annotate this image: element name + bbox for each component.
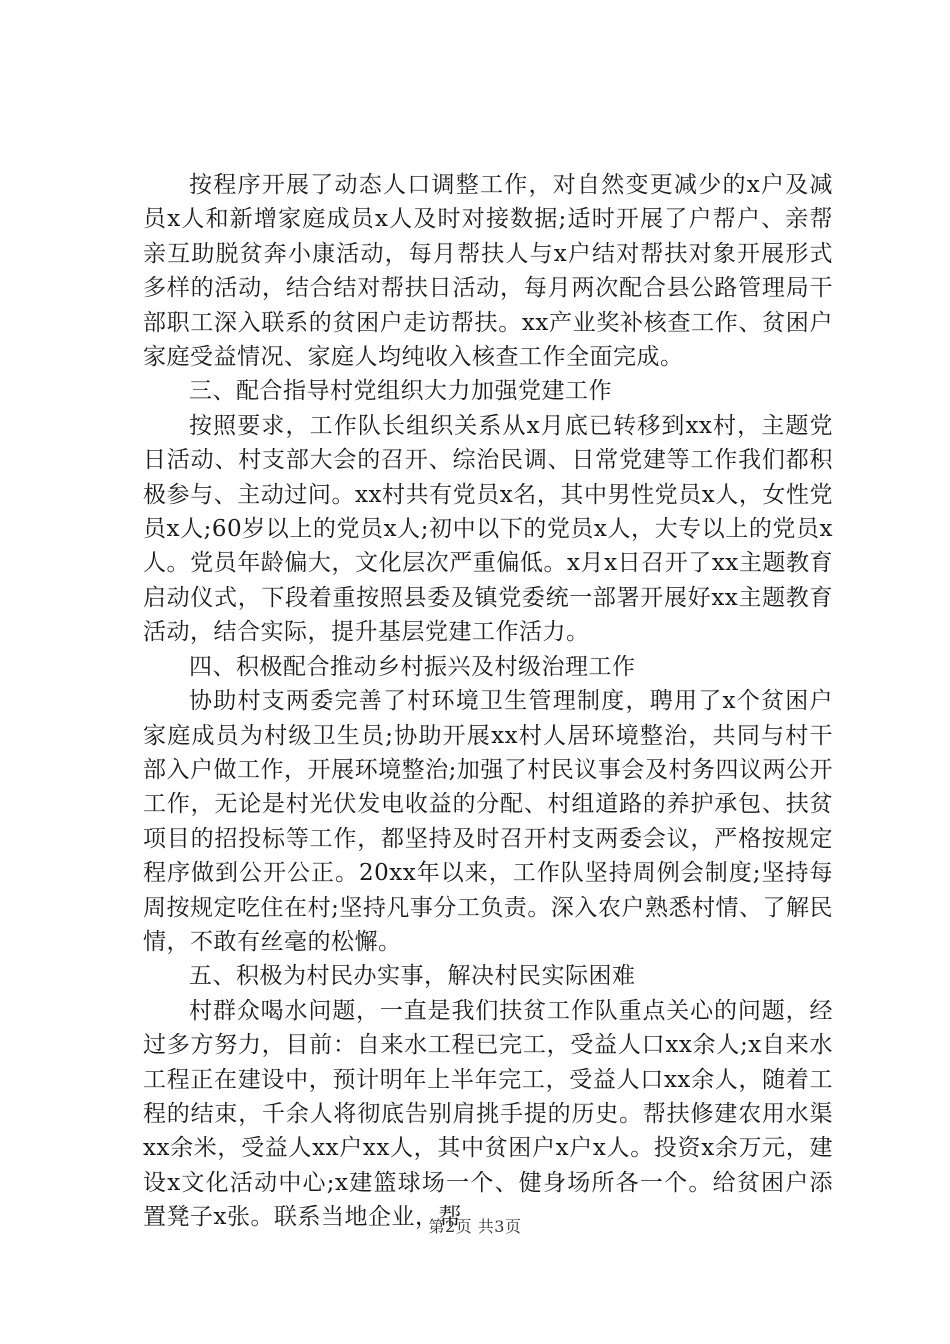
body-paragraph: 村群众喝水问题，一直是我们扶贫工作队重点关心的问题，经过多方努力，目前：自来水工程已完工，受益人口xx余人;x自来水工程正在建设中，预计明年上半年完工，受益人口xx余人，随着工程的结束，千余人将彻底告别肩挑手提的历史。帮扶修建农用水渠xx余米，受益人xx户xx人，其中贫困户x户x人。投资x余万元，建设x文化活动中心;x建篮球场一个、健身场所各一个。给贫困户添置凳子x张。联系当地企业，帮 bbox=[143, 997, 833, 1231]
section-heading: 四、积极配合推动乡村振兴及村级治理工作 bbox=[189, 653, 636, 680]
body-paragraph: 按照要求，工作队长组织关系从x月底已转移到xx村，主题党日活动、村支部大会的召开、综治民调、日常党建等工作我们都积极参与、主动过问。xx村共有党员x名，其中男性党员x人，女性党员x人;60岁以上的党员x人;初中以下的党员x人，大专以上的党员x人。党员年龄偏大，文化层次严重偏低。x月x日召开了xx主题教育启动仪式，下段着重按照县委及镇党委统一部署开展好xx主题教育活动，结合实际，提升基层党建工作活力。 bbox=[143, 412, 833, 646]
section-heading: 五、积极为村民办实事，解决村民实际困难 bbox=[189, 963, 636, 990]
body-paragraph: 协助村支两委完善了村环境卫生管理制度，聘用了x个贫困户家庭成员为村级卫生员;协助开展xx村人居环境整治，共同与村干部入户做工作，开展环境整治;加强了村民议事会及村务四议两公开工作，无论是村光伏发电收益的分配、村组道路的养护承包、扶贫项目的招投标等工作，都坚持及时召开村支两委会议，严格按规定程序做到公开公正。20xx年以来，工作队坚持周例会制度;坚持每周按规定吃住在村;坚持凡事分工负责。深入农户熟悉村情、了解民情，不敢有丝毫的松懈。 bbox=[143, 688, 833, 955]
document-body bbox=[143, 168, 833, 1235]
section-heading: 三、配合指导村党组织大力加强党建工作 bbox=[189, 378, 612, 405]
body-paragraph: 按程序开展了动态人口调整工作，对自然变更减少的x户及减员x人和新增家庭成员x人及时对接数据;适时开展了户帮户、亲帮亲互助脱贫奔小康活动，每月帮扶人与x户结对帮扶对象开展形式多样的活动，结合结对帮扶日活动，每月两次配合县公路管理局干部职工深入联系的贫困户走访帮扶。xx产业奖补核查工作、贫困户家庭受益情况、家庭人均纯收入核查工作全面完成。 bbox=[143, 172, 833, 371]
page-number-footer: 第2页 共3页 bbox=[428, 1217, 522, 1236]
